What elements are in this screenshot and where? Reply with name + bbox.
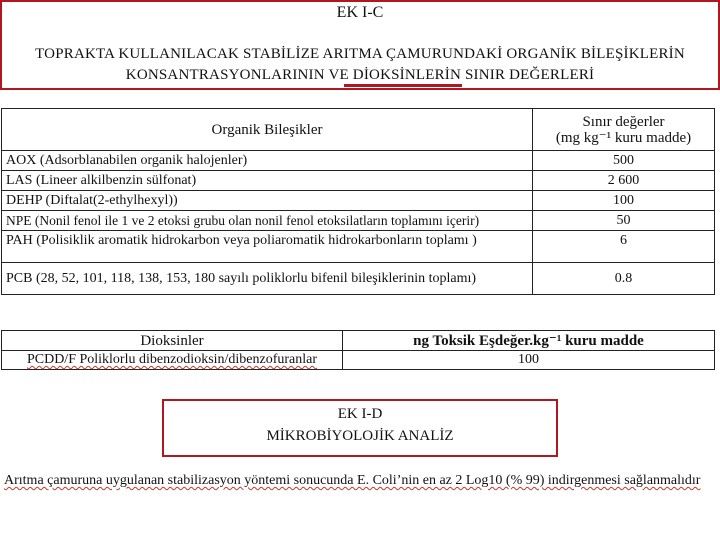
compound-name: PCB (28, 52, 101, 118, 138, 153, 180 sayılı poliklorlu bifenil bileşiklerinin toplamı) — [2, 263, 533, 295]
compound-limit: 100 — [533, 191, 715, 211]
dioxin-row-name — [2, 351, 343, 370]
dioxin-col2-header: ng Toksik Eşdeğer.kg⁻¹ kuru madde — [343, 331, 715, 351]
dioxin-row-name-text: PCDD/F Poliklorlu dibenzodioksin/dibenzofuranlar — [26, 352, 318, 367]
organic-col1-header: Organik Bileşikler — [2, 109, 533, 151]
compound-name: AOX (Adsorblanabilen organik halojenler) — [2, 151, 533, 171]
organic-col2-header — [533, 109, 715, 151]
annex-d-subtitle: MİKROBİYOLOJİK ANALİZ — [266, 428, 454, 444]
compound-name: NPE (Nonil fenol ile 1 ve 2 etoksi grubu olan nonil fenol etoksilatların toplamını içerir) — [2, 211, 533, 231]
organic-compounds-table — [1, 108, 715, 295]
annex-c-heading-line2: KONSANTRASYONLARININ VE DİOKSİNLERİN SINIR DEĞERLERİ — [125, 67, 595, 83]
limit-header-line1: Sınır değerler — [582, 113, 665, 130]
dioxin-col1-header: Dioksinler — [2, 331, 343, 351]
compound-limit: 6 — [533, 231, 715, 263]
compound-limit: 500 — [533, 151, 715, 171]
annex-d-title: EK I-D — [337, 406, 383, 422]
dioxin-row-value: 100 — [343, 351, 715, 370]
red-underline-mark — [344, 84, 462, 87]
dioxins-table — [1, 330, 715, 370]
microbiology-paragraph-text: Arıtma çamuruna uygulanan stabilizasyon yöntemi sonucunda E. Coli’nin en az 2 Log10 (% 99) indirgenmesi sağlanmalıdır — [4, 473, 701, 488]
microbiology-paragraph — [4, 473, 718, 489]
compound-name: DEHP (Diftalat(2-ethylhexyl)) — [2, 191, 533, 211]
compound-name: PAH (Polisiklik aromatik hidrokarbon veya poliaromatik hidrokarbonların toplamı ) — [2, 231, 533, 263]
compound-limit: 50 — [533, 211, 715, 231]
annex-c-title: EK I-C — [336, 4, 384, 21]
compound-limit: 2 600 — [533, 171, 715, 191]
annex-c-heading-line1: TOPRAKTA KULLANILACAK STABİLİZE ARITMA ÇAMURUNDAKİ ORGANİK BİLEŞİKLERİN — [35, 46, 685, 62]
compound-limit: 0.8 — [533, 263, 715, 295]
limit-header-line2: (mg kg⁻¹ kuru madde) — [555, 129, 692, 146]
compound-name: LAS (Lineer alkilbenzin sülfonat) — [2, 171, 533, 191]
